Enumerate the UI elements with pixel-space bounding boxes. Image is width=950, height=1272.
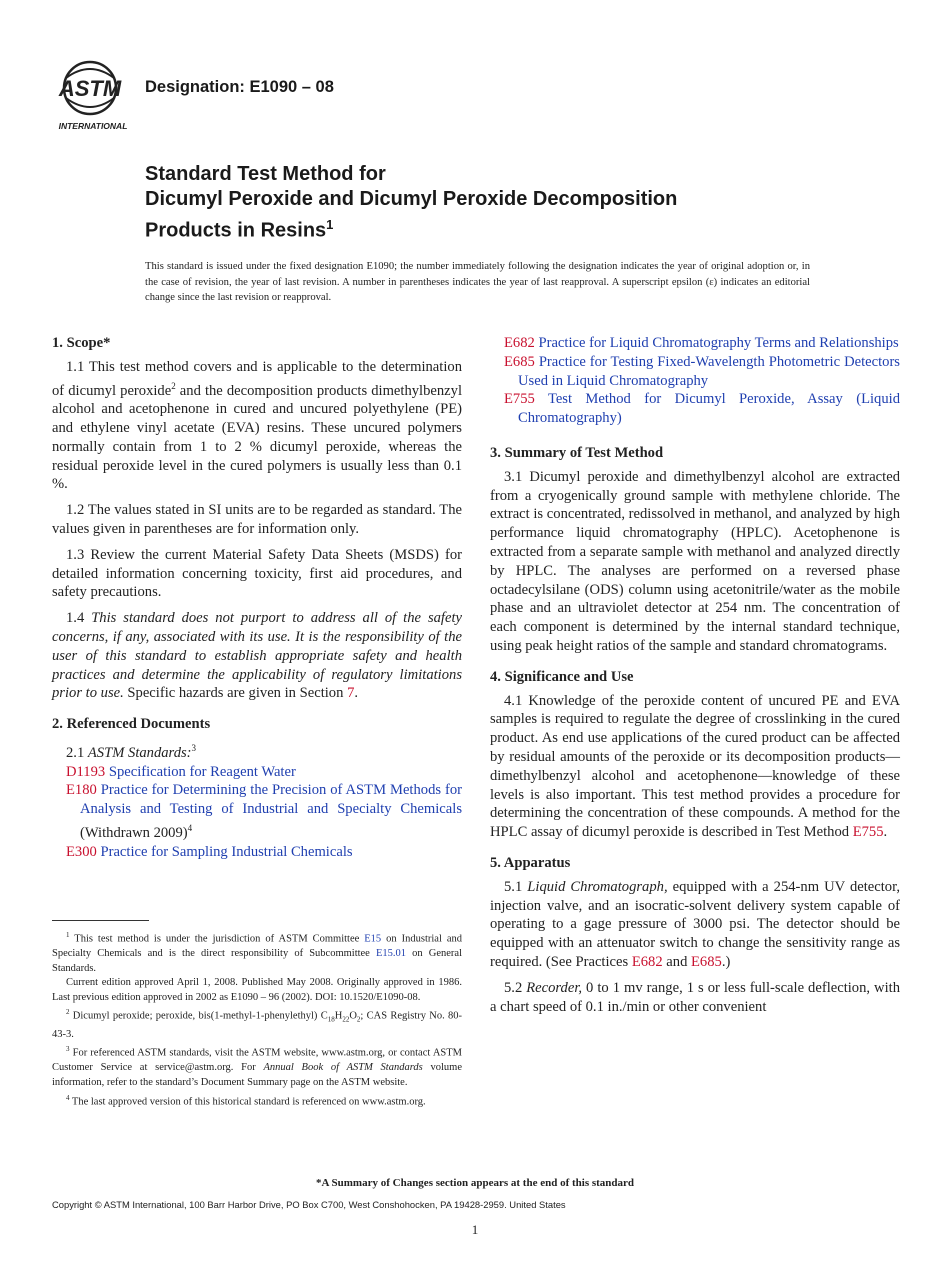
footnote-3: $^3$ For referenced ASTM standards, visit the ASTM website, www.astm.org, or contact ASTM Customer Service at service@astm.org. For Annual Book of ASTM Standards volume information, refer to the standard’s Document Summary page on the ASTM website. <box>52 1045 462 1088</box>
title-line-1: Standard Test Method for <box>145 163 386 185</box>
footnote-divider <box>52 920 149 921</box>
section-significance-heading: 4. Significance and Use <box>490 668 634 685</box>
significance-4-1: 4.1 Knowledge of the peroxide content of uncured PE and EVA samples is required to regulate the degree of crosslinking in the cured product. As end use applications of the cured product can be affected by residual amounts of the peroxide or its decomposition products—dimethylbenzyl alcohol and acetophenone—knowledge of these levels is also important. This test method provides a procedure for determining the concentration of these compounds. A method for the HPLC assay of dicumyl peroxide is described in Test Method E755. <box>490 692 900 841</box>
logo-subtext: INTERNATIONAL <box>58 121 128 131</box>
e755-link[interactable]: E755 <box>852 824 884 841</box>
section-referenced-heading: 2. Referenced Documents <box>52 716 211 733</box>
apparatus-5-1: 5.1 Liquid Chromatograph, equipped with a 254-nm UV detector, injection valve, and an isocratic-solvent delivery system capable of operating to a gage pressure of 3000 psi. The detector should be equipped with an attenuator switch to change the sensitivity range as required. (See Practices E682 and E685.) <box>490 878 900 970</box>
summary-of-changes-note: *A Summary of Changes section appears at the end of this standard <box>315 1177 635 1189</box>
document-title <box>145 162 865 244</box>
scope-1-3: 1.3 Review the current Material Safety Data Sheets (MSDS) for detailed information concerning toxicity, first aid procedures, and safety precautions. <box>52 546 462 601</box>
left-column <box>52 334 462 862</box>
scope-1-1: 1.1 This test method covers and is applicable to the determination of dicumyl peroxide$^2$ and the decomposition products dimethylbenzyl alcohol and acetophenone in cured and uncured polyethylene (PE) and ethylene vinyl acetate (EVA) resins. These uncured polymers normally contain from 1 to 2 % dicumyl peroxide, whereas the residual peroxide level in the cured polymers is usually less than 0.1 %. <box>52 358 462 493</box>
title-line-3: Products in Resins$^1$ <box>145 217 334 242</box>
title-line-2: Dicumyl Peroxide and Dicumyl Peroxide Decomposition <box>145 188 678 210</box>
section-scope-heading: 1. Scope* <box>52 335 111 351</box>
footnote-4: $^4$ The last approved version of this historical standard is referenced on www.astm.org. <box>66 1093 426 1108</box>
title-footnote-mark[interactable]: 1 <box>326 217 334 232</box>
issue-note: This standard is issued under the fixed designation E1090; the number immediately following the designation indicates the year of original adoption or, in the case of revision, the year of last revision. A number in parentheses indicates the year of last reapproval. A superscript epsilon (ε) indicates an editorial change since the last revision or reapproval. <box>145 261 810 303</box>
scope-1-4: 1.4 This standard does not purport to address all of the safety concerns, if any, associated with its use. It is the responsibility of the user of this standard to establish appropriate safety and health practices and determine the applicability of regulatory limitations prior to use. Specific hazards are given in Section 7. <box>52 610 462 702</box>
e685-link[interactable]: E685 <box>691 953 722 970</box>
astm-standards-label: 2.1 ASTM Standards:$^3$ <box>66 743 197 761</box>
right-column <box>490 334 900 1023</box>
scope-1-2: 1.2 The values stated in SI units are to be regarded as standard. The values given in parentheses are for information only. <box>52 502 462 538</box>
apparatus-5-2: 5.2 Recorder, 0 to 1 mv range, 1 s or less full-scale deflection, with a chart speed of 0.1 in./min or other convenient <box>490 979 901 1015</box>
footnote-2: $^2$ Dicumyl peroxide; peroxide, bis(1-methyl-1-phenylethyl) $C_{18}H_{22}O_2$; CAS Registry No. 80-43-3. <box>52 1008 462 1040</box>
footnotes <box>52 928 462 1110</box>
ref-d1193[interactable]: D1193 Specification for Reagent Water <box>66 763 296 780</box>
e15-link[interactable]: E15 <box>364 933 382 945</box>
ref-e685[interactable]: E685 Practice for Testing Fixed-Wavelength Photometric Detectors Used in Liquid Chromatography <box>504 353 900 389</box>
ref-e755[interactable]: E755 Test Method for Dicumyl Peroxide, Assay (Liquid Chromatography) <box>504 391 900 427</box>
summary-3-1: 3.1 Dicumyl peroxide and dimethylbenzyl alcohol are extracted from a cryogenically ground sample with methylene chloride. The extract is concentrated, redissolved in methanol, and analyzed by high performance liquid chromatography (HPLC). Acetophenone is extracted from a separate sample with methanol and analyzed directly by HPLC. The analyses are performed on a reversed phase octadecylsilane (ODS) column using acetonitrile/water as the mobile phase and an ultraviolet detector at 254 nm. The concentration of each component is determined by the internal standard technique, using peak height ratios of the sample and standard chromatograms. <box>490 468 900 654</box>
ref-e180[interactable]: E180 Practice for Determining the Precision of ASTM Methods for Analysis and Testing of Industrial and Specialty Chemicals (Withdrawn 2009)$^4$ <box>66 782 462 841</box>
designation: Designation: E1090 – 08 <box>145 78 334 96</box>
e682-link[interactable]: E682 <box>631 953 663 970</box>
footnote-1-edition: Current edition approved April 1, 2008. Published May 2008. Originally approved in 1986. Last previous edition approved in 2002 as E1090 – 96 (2002). DOI: 10.1520/E1090-08. <box>52 977 462 1003</box>
logo-letters: ASTM <box>58 76 122 101</box>
astm-logo <box>52 58 134 132</box>
section-7-link[interactable]: 7 <box>347 685 355 702</box>
section-apparatus-heading: 5. Apparatus <box>490 854 571 871</box>
e15-01-link[interactable]: E15.01 <box>375 948 407 960</box>
footnote-1: $^1$ This test method is under the jurisdiction of ASTM Committee E15 on Industrial and Specialty Chemicals and is the direct responsibility of Subcommittee E15.01 on General Standards. <box>52 931 463 974</box>
section-summary-heading: 3. Summary of Test Method <box>490 444 664 461</box>
ref-e300[interactable]: E300 Practice for Sampling Industrial Chemicals <box>66 843 353 860</box>
ref-e682[interactable]: E682 Practice for Liquid Chromatography Terms and Relationships <box>504 335 899 351</box>
page-number: 1 <box>471 1222 479 1237</box>
copyright: Copyright © ASTM International, 100 Barr Harbor Drive, PO Box C700, West Conshohocken, PA 19428-2959. United States <box>52 1199 566 1210</box>
